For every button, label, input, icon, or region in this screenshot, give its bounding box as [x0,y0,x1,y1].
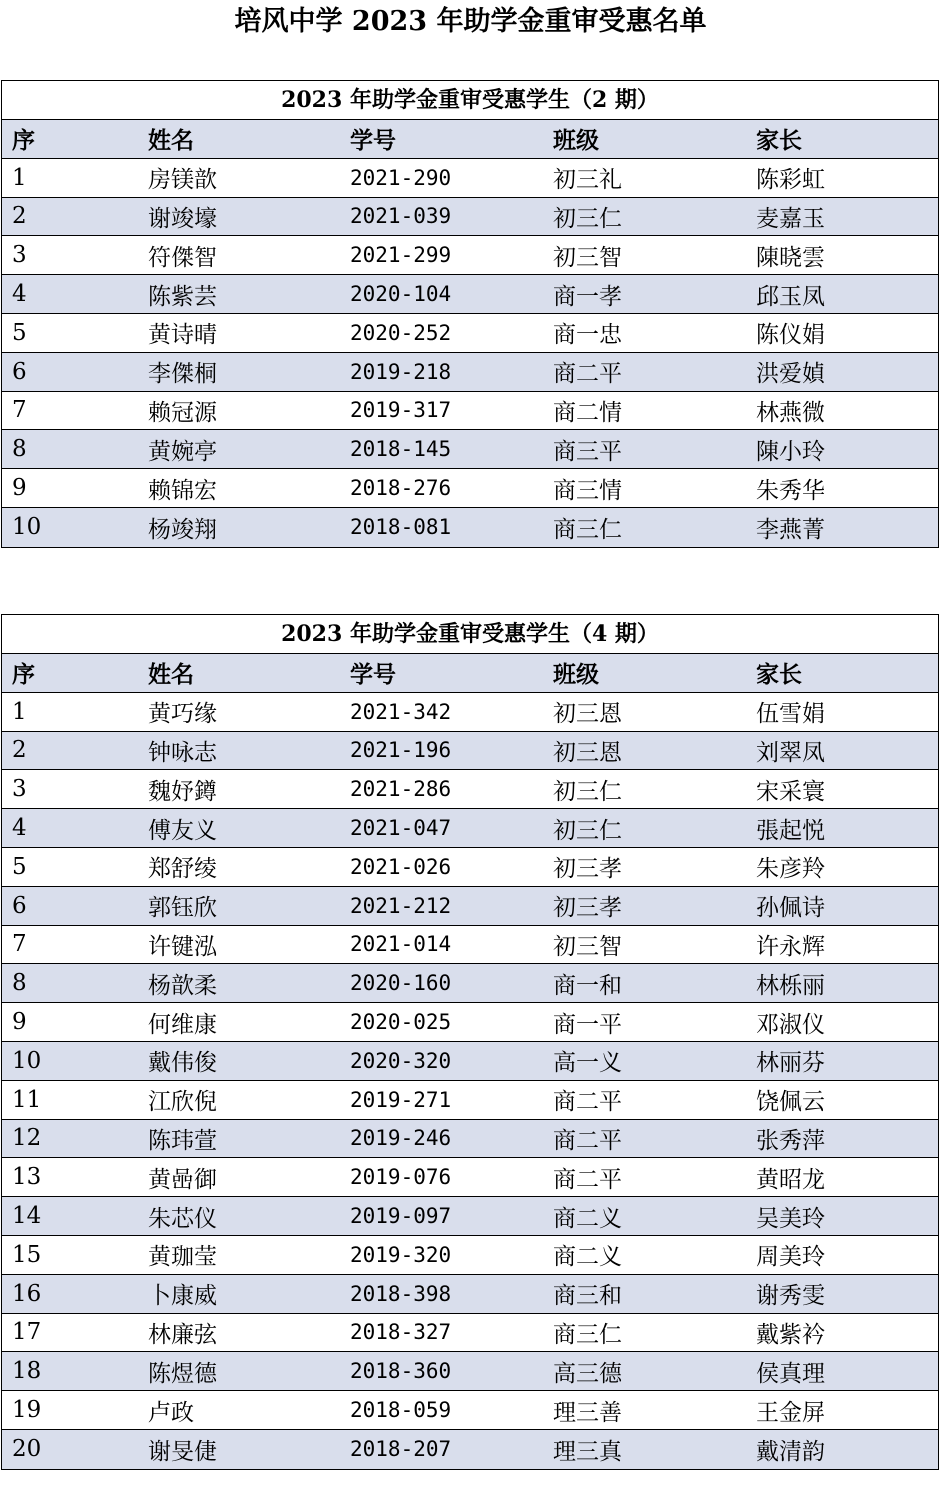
cell-parent: 吴美玲 [756,1205,825,1232]
cell-student-id: 2021-342 [350,699,452,724]
beneficiary-table-phase-2 [1,80,939,548]
header-index: 序 [12,127,35,155]
cell-class: 商二情 [553,399,622,426]
table-row [2,1430,938,1469]
cell-student-id: 2020-025 [350,1010,452,1035]
table-row [2,1081,938,1120]
cell-name: 朱芯仪 [148,1205,217,1232]
cell-student-id: 2018-207 [350,1437,452,1462]
cell-student-id: 2018-327 [350,1320,452,1345]
cell-index: 4 [12,815,27,842]
header-class: 班级 [553,127,599,155]
cell-class: 初三恩 [553,739,622,766]
header-name: 姓名 [148,127,194,155]
cell-name: 林廉弦 [148,1321,217,1348]
cell-parent: 林燕微 [756,399,825,426]
table-row [2,1197,938,1236]
cell-student-id: 2021-047 [350,816,452,841]
cell-parent: 陈彩虹 [756,167,825,194]
cell-parent: 侯真理 [756,1360,825,1387]
table-row [2,469,938,508]
cell-parent: 朱秀华 [756,477,825,504]
cell-student-id: 2021-286 [350,777,452,802]
cell-name: 陈玮萱 [148,1127,217,1154]
cell-student-id: 2018-398 [350,1281,452,1306]
cell-student-id: 2021-039 [350,204,452,229]
cell-index: 19 [12,1397,42,1424]
table-row [2,1158,938,1197]
cell-index: 12 [12,1125,42,1152]
cell-name: 何维康 [148,1011,217,1038]
cell-class: 高三德 [553,1360,622,1387]
cell-class: 商二平 [553,1127,622,1154]
table-row [2,1003,938,1042]
table-row [2,1275,938,1314]
cell-name: 符傑智 [148,244,217,271]
document-title: 培风中学 2023 年助学金重审受惠名单 [234,6,707,37]
cell-name: 赖冠源 [148,399,217,426]
table-header-row [2,654,938,693]
cell-index: 15 [12,1241,42,1268]
cell-name: 钟咏志 [148,739,217,766]
cell-index: 11 [12,1086,42,1113]
table-row [2,926,938,965]
cell-class: 商三平 [553,438,622,465]
cell-class: 商一忠 [553,322,622,349]
cell-name: 江欣倪 [148,1089,217,1116]
cell-name: 黄珈莹 [148,1244,217,1271]
cell-name: 卢政 [148,1399,194,1426]
cell-parent: 王金屏 [756,1399,825,1426]
table-row [2,770,938,809]
cell-parent: 谢秀雯 [756,1283,825,1310]
cell-name: 杨竣翔 [148,516,217,543]
cell-class: 商三情 [553,477,622,504]
cell-name: 傅友义 [148,817,217,844]
table-row [2,314,938,353]
cell-student-id: 2021-196 [350,738,452,763]
cell-name: 黄巧缘 [148,701,217,728]
table-caption: 2023 年助学金重审受惠学生（2 期） [2,81,938,120]
table-row [2,1042,938,1081]
table-row [2,1391,938,1430]
cell-student-id: 2021-026 [350,854,452,879]
cell-parent: 周美玲 [756,1244,825,1271]
table-row [2,430,938,469]
cell-class: 商三和 [553,1283,622,1310]
cell-parent: 麦嘉玉 [756,205,825,232]
cell-parent: 邱玉凤 [756,283,825,310]
cell-parent: 戴紫衿 [756,1321,825,1348]
cell-class: 初三恩 [553,701,622,728]
cell-class: 初三智 [553,244,622,271]
cell-class: 商二义 [553,1205,622,1232]
cell-name: 黄诗晴 [148,322,217,349]
cell-parent: 许永辉 [756,933,825,960]
cell-student-id: 2020-160 [350,971,452,996]
cell-index: 10 [12,514,42,541]
cell-class: 理三真 [553,1438,622,1465]
header-parent: 家长 [756,661,802,689]
table-row [2,1236,938,1275]
cell-student-id: 2020-252 [350,320,452,345]
header-parent: 家长 [756,127,802,155]
cell-parent: 邓淑仪 [756,1011,825,1038]
table-row [2,887,938,926]
cell-index: 5 [12,319,27,346]
cell-student-id: 2021-014 [350,932,452,957]
cell-class: 初三孝 [553,895,622,922]
cell-index: 8 [12,970,27,997]
cell-parent: 陳晓雲 [756,244,825,271]
table-row [2,392,938,431]
table-row [2,159,938,198]
header-student-id: 学号 [350,661,396,689]
cell-class: 商一和 [553,972,622,999]
cell-index: 3 [12,776,27,803]
table-row [2,198,938,237]
table-row [2,809,938,848]
table-row [2,1120,938,1159]
cell-parent: 陈仪娟 [756,322,825,349]
cell-index: 7 [12,931,27,958]
cell-name: 郑舒绫 [148,856,217,883]
cell-parent: 戴清韵 [756,1438,825,1465]
cell-class: 初三智 [553,933,622,960]
cell-index: 1 [12,698,27,725]
cell-class: 商二平 [553,361,622,388]
cell-index: 13 [12,1164,42,1191]
cell-index: 1 [12,164,27,191]
cell-class: 商三仁 [553,516,622,543]
header-class: 班级 [553,661,599,689]
cell-name: 黄婉亭 [148,438,217,465]
cell-parent: 宋采寰 [756,778,825,805]
cell-parent: 伍雪娟 [756,701,825,728]
cell-index: 14 [12,1203,42,1230]
cell-student-id: 2020-320 [350,1048,452,1073]
cell-name: 魏妤鐏 [148,778,217,805]
header-index: 序 [12,661,35,689]
cell-parent: 李燕菁 [756,516,825,543]
cell-index: 8 [12,436,27,463]
cell-parent: 林栎丽 [756,972,825,999]
cell-class: 商一孝 [553,283,622,310]
cell-index: 16 [12,1280,42,1307]
table-row [2,353,938,392]
table-row [2,275,938,314]
cell-name: 卜康威 [148,1283,217,1310]
cell-index: 20 [12,1436,42,1463]
cell-student-id: 2021-212 [350,893,452,918]
cell-name: 戴伟俊 [148,1050,217,1077]
cell-parent: 洪爱媜 [756,361,825,388]
cell-parent: 饶佩云 [756,1089,825,1116]
cell-student-id: 2019-076 [350,1165,452,1190]
cell-index: 6 [12,892,27,919]
cell-class: 商一平 [553,1011,622,1038]
table-row [2,964,938,1003]
cell-name: 杨歆柔 [148,972,217,999]
cell-class: 理三善 [553,1399,622,1426]
table-row [2,732,938,771]
cell-student-id: 2019-271 [350,1087,452,1112]
table-row [2,1314,938,1353]
cell-name: 李傑桐 [148,361,217,388]
cell-name: 谢旻倢 [148,1438,217,1465]
cell-student-id: 2020-104 [350,282,452,307]
cell-student-id: 2018-360 [350,1359,452,1384]
cell-student-id: 2019-218 [350,359,452,384]
cell-index: 2 [12,737,27,764]
cell-index: 9 [12,1009,27,1036]
cell-student-id: 2021-290 [350,165,452,190]
cell-parent: 张秀萍 [756,1127,825,1154]
cell-parent: 孙佩诗 [756,895,825,922]
cell-class: 初三仁 [553,778,622,805]
header-name: 姓名 [148,661,194,689]
cell-class: 商二平 [553,1166,622,1193]
cell-index: 4 [12,281,27,308]
cell-index: 10 [12,1047,42,1074]
cell-name: 房镁歆 [148,167,217,194]
cell-parent: 朱彦羚 [756,856,825,883]
cell-index: 17 [12,1319,42,1346]
cell-student-id: 2021-299 [350,243,452,268]
cell-class: 初三孝 [553,856,622,883]
cell-student-id: 2019-320 [350,1242,452,1267]
cell-index: 2 [12,203,27,230]
cell-class: 初三礼 [553,167,622,194]
cell-index: 18 [12,1358,42,1385]
cell-student-id: 2019-246 [350,1126,452,1151]
table-row [2,236,938,275]
cell-name: 郭钰欣 [148,895,217,922]
cell-class: 初三仁 [553,817,622,844]
cell-parent: 黄昭龙 [756,1166,825,1193]
cell-parent: 刘翠凤 [756,739,825,766]
table-header-row [2,120,938,159]
cell-name: 赖锦宏 [148,477,217,504]
cell-parent: 張起悦 [756,817,825,844]
cell-index: 7 [12,397,27,424]
cell-class: 初三仁 [553,205,622,232]
cell-student-id: 2018-059 [350,1398,452,1423]
cell-name: 黄喦御 [148,1166,217,1193]
cell-student-id: 2019-317 [350,398,452,423]
cell-name: 许键泓 [148,933,217,960]
cell-class: 商二平 [553,1089,622,1116]
header-student-id: 学号 [350,127,396,155]
cell-index: 6 [12,358,27,385]
cell-class: 高一义 [553,1050,622,1077]
table-row [2,1352,938,1391]
cell-student-id: 2019-097 [350,1204,452,1229]
cell-index: 5 [12,853,27,880]
cell-name: 陈煜德 [148,1360,217,1387]
cell-index: 9 [12,475,27,502]
cell-parent: 林丽芬 [756,1050,825,1077]
cell-class: 商三仁 [553,1321,622,1348]
cell-name: 谢竣壕 [148,205,217,232]
cell-parent: 陳小玲 [756,438,825,465]
cell-index: 3 [12,242,27,269]
cell-class: 商二义 [553,1244,622,1271]
cell-name: 陈紫芸 [148,283,217,310]
cell-student-id: 2018-276 [350,476,452,501]
table-row [2,693,938,732]
table-row [2,508,938,547]
cell-student-id: 2018-145 [350,437,452,462]
table-caption: 2023 年助学金重审受惠学生（4 期） [2,615,938,654]
table-row [2,848,938,887]
beneficiary-table-phase-4 [1,614,939,1470]
cell-student-id: 2018-081 [350,515,452,540]
